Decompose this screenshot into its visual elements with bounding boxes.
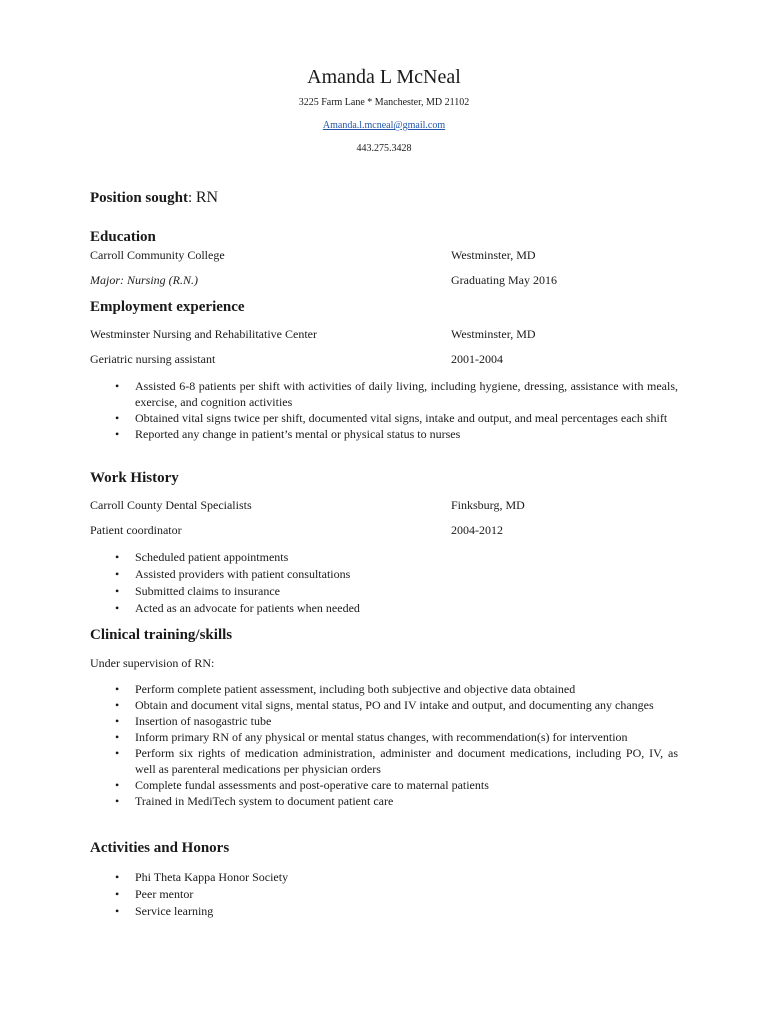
clinical-heading: Clinical training/skills [90,627,233,643]
resume-header [0,64,768,156]
work-history-employer: Carroll County Dental Specialists [90,498,252,512]
list-item: • Scheduled patient appointments [115,550,289,564]
list-item: • Inform primary RN of any physical or mental status changes, with recommendation(s) for intervention [115,730,628,744]
bullet-icon: • [115,698,120,712]
applicant-name: Amanda L McNeal [307,66,461,88]
clinical-section [90,625,678,809]
bullet-icon: • [115,714,120,728]
education-school-row [90,247,678,263]
work-history-employer-row [90,497,678,513]
position-label: Position sought [90,190,188,206]
bullet-icon: • [115,904,120,918]
activities-list [90,869,678,919]
position-value: RN [195,189,219,206]
bullet-icon: • [115,584,120,598]
list-item: • Submitted claims to insurance [115,584,280,598]
employment-section [90,297,678,442]
work-history-heading: Work History [90,470,179,486]
employment-title: Geriatric nursing assistant [90,352,216,366]
bullet-icon: • [115,870,120,884]
employment-duties-list [90,378,678,442]
list-item: • Trained in MediTech system to document patient care [115,794,394,808]
employment-employer: Westminster Nursing and Rehabilitative Center [90,327,317,341]
activities-heading: Activities and Honors [90,840,230,856]
bullet-icon: • [115,550,120,564]
list-item: • Perform six rights of medication administration, administer and document medications, including PO, IV, as well as parenteral medications per physician orders [115,746,678,776]
employment-title-row [90,351,678,367]
education-major-row [90,272,678,288]
applicant-address: 3225 Farm Lane * Manchester, MD 21102 [298,97,470,108]
work-history-duties-list [90,549,678,616]
education-heading: Education [90,229,156,245]
bullet-icon: • [115,601,120,615]
education-location: Westminster, MD [451,248,536,262]
list-item: • Acted as an advocate for patients when needed [115,601,360,615]
education-section [90,227,678,288]
clinical-intro: Under supervision of RN: [90,656,215,670]
list-item: • Service learning [115,904,214,918]
list-item: • Peer mentor [115,887,194,901]
position-separator: : [187,190,193,206]
work-history-dates: 2004-2012 [451,523,503,537]
bullet-icon: • [115,411,120,425]
list-item: • Reported any change in patient’s mental or physical status to nurses [115,427,461,441]
employment-employer-row [90,326,678,342]
work-history-title-row [90,522,678,538]
list-item: • Obtained vital signs twice per shift, documented vital signs, intake and output, and meal percentages each shift [115,411,668,425]
bullet-icon: • [115,778,120,792]
list-item: • Obtain and document vital signs, mental status, PO and IV intake and output, and documenting any changes [115,698,654,712]
list-item: • Insertion of nasogastric tube [115,714,272,728]
clinical-skills-list [90,681,678,809]
employment-heading: Employment experience [90,299,245,315]
list-item: • Phi Theta Kappa Honor Society [115,870,289,884]
education-major: Major: Nursing (R.N.) [90,273,198,287]
bullet-icon: • [115,887,120,901]
bullet-icon: • [115,427,120,441]
bullet-icon: • [115,567,120,581]
list-item: • Assisted providers with patient consultations [115,567,351,581]
employment-dates: 2001-2004 [451,352,503,366]
applicant-phone: 443.275.3428 [356,143,412,154]
bullet-icon: • [115,794,120,808]
list-item: • Perform complete patient assessment, including both subjective and objective data obtained [115,682,576,696]
employment-location: Westminster, MD [451,327,536,341]
list-item: • Assisted 6-8 patients per shift with activities of daily living, including hygiene, dressing, assistance with meals, exercise, and cognition activities [115,379,678,409]
work-history-location: Finksburg, MD [451,498,525,512]
bullet-icon: • [115,730,120,744]
bullet-icon: • [115,746,120,760]
education-school: Carroll Community College [90,248,225,262]
position-sought [90,187,678,209]
bullet-icon: • [115,682,120,696]
work-history-title: Patient coordinator [90,523,182,537]
education-graduation: Graduating May 2016 [451,273,557,287]
list-item: • Complete fundal assessments and post-operative care to maternal patients [115,778,489,792]
bullet-icon: • [115,379,120,393]
work-history-section [90,468,678,616]
activities-section [90,838,678,919]
applicant-email-link[interactable]: Amanda.l.mcneal@gmail.com [322,120,446,131]
